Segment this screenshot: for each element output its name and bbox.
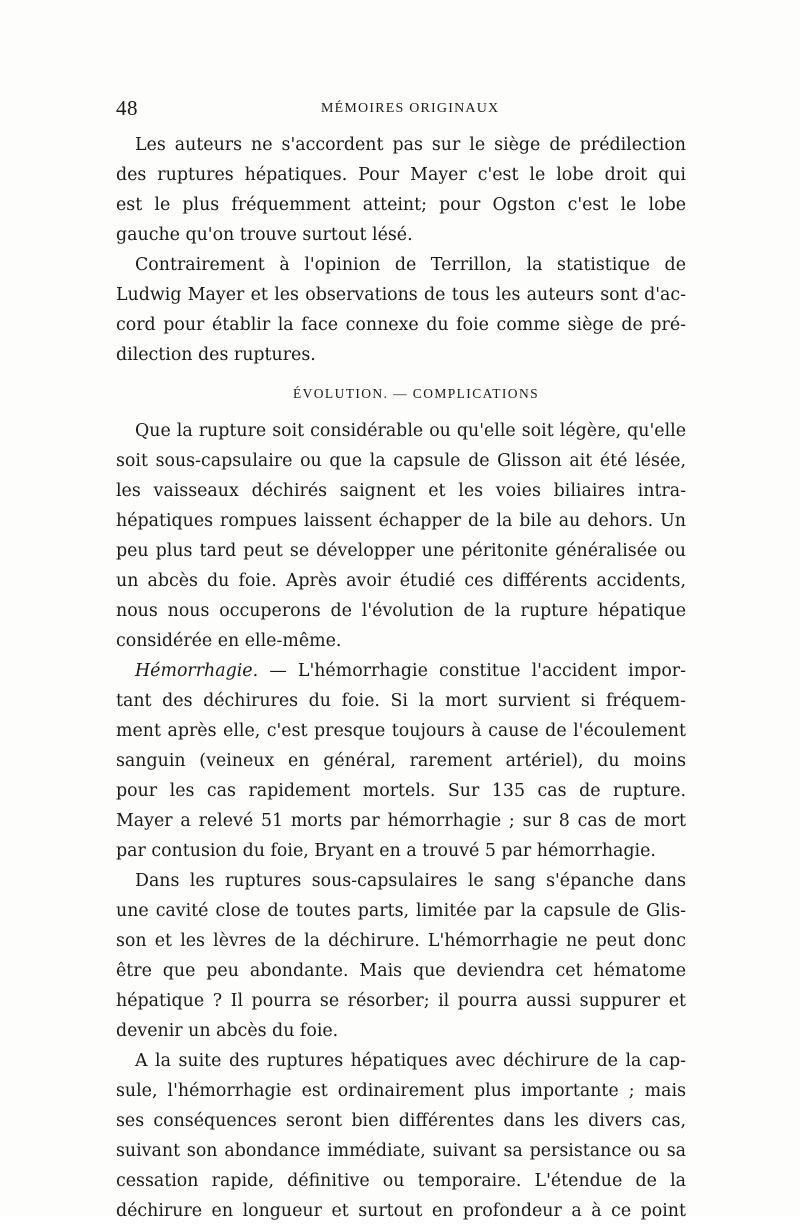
text-line: cord pour établir la face connexe du foie comme siège de pré- (116, 315, 686, 335)
section-heading: ÉVOLUTION. — COMPLICATIONS (292, 386, 540, 401)
text-line: gauche qu'on trouve surtout lésé. (116, 225, 413, 245)
text-line: dilection des ruptures. (116, 345, 316, 365)
paragraph (116, 866, 686, 1046)
text-line: son et les lèvres de la déchirure. L'hémorrhagie ne peut donc (116, 931, 686, 951)
text-line: sule, l'hémorrhagie est ordinairement plus importante ; mais (116, 1081, 686, 1101)
text-fragment: — L'hémorrhagie constitue l'accident impor- (269, 661, 686, 681)
text-line: Contrairement à l'opinion de Terrillon, la statistique de (135, 255, 686, 275)
paragraph (116, 130, 686, 250)
running-title: MÉMOIRES ORIGINAUX (321, 101, 500, 116)
paragraph (116, 1046, 686, 1226)
text-line: nous nous occuperons de l'évolution de la rupture hépatique (116, 601, 686, 621)
text-line (116, 656, 686, 686)
text-line: Que la rupture soit considérable ou qu'elle soit légère, qu'elle (135, 421, 686, 441)
text-line: tant des déchirures du foie. Si la mort survient si fréquem- (116, 691, 686, 711)
text-line: par contusion du foie, Bryant en a trouvé 5 par hémorrhagie. (116, 841, 656, 861)
text-line: déchirure en longueur et surtout en profondeur a à ce point (116, 1201, 686, 1221)
text-line: être que peu abondante. Mais que deviendra cet hématome (116, 961, 686, 981)
text-line: pour les cas rapidement mortels. Sur 135 cas de rupture. (116, 781, 686, 801)
text-line: cessation rapide, définitive ou temporaire. L'étendue de la (116, 1171, 686, 1191)
page-header (116, 96, 686, 126)
text-line: Les auteurs ne s'accordent pas sur le siège de prédilection (135, 135, 686, 155)
text-line: Ludwig Mayer et les observations de tous les auteurs sont d'ac- (116, 285, 686, 305)
paragraph (116, 416, 686, 656)
text-line: ment après elle, c'est presque toujours à cause de l'écoulement (116, 721, 686, 741)
text-line: suivant son abondance immédiate, suivant sa persistance ou sa (116, 1141, 686, 1161)
text-line: soit sous-capsulaire ou que la capsule de Glisson ait été lésée, (116, 451, 686, 471)
text-line: les vaisseaux déchirés saignent et les voies biliaires intra- (116, 481, 686, 501)
text-line: un abcès du foie. Après avoir étudié ces différents accidents, (116, 571, 686, 591)
text-line: ses conséquences seront bien différentes dans les divers cas, (116, 1111, 686, 1131)
paragraph (116, 250, 686, 370)
text-line: des ruptures hépatiques. Pour Mayer c'est le lobe droit qui (116, 165, 686, 185)
text-line: une cavité close de toutes parts, limitée par la capsule de Glis- (116, 901, 686, 921)
text-line: Dans les ruptures sous-capsulaires le sang s'épanche dans (135, 871, 686, 891)
page-number: 48 (116, 96, 138, 120)
text-line: sanguin (veineux en général, rarement artériel), du moins (116, 751, 686, 771)
text-line: Mayer a relevé 51 morts par hémorrhagie ; sur 8 cas de mort (116, 811, 686, 831)
text-line: devenir un abcès du foie. (116, 1021, 339, 1041)
text-line: considérée en elle-même. (116, 631, 342, 651)
text-line: A la suite des ruptures hépatiques avec déchirure de la cap- (135, 1051, 686, 1071)
text-line: hépatiques rompues laissent échapper de la bile au dehors. Un (116, 511, 686, 531)
paragraph-hemorrhagie (116, 656, 686, 866)
text-line: hépatique ? Il pourra se résorber; il pourra aussi suppurer et (116, 991, 686, 1011)
subsection-title: Hémorrhagie. (135, 661, 259, 681)
text-line: est le plus fréquemment atteint; pour Ogston c'est le lobe (116, 195, 686, 215)
page-body (116, 130, 686, 1226)
text-line: peu plus tard peut se développer une péritonite généralisée ou (116, 541, 686, 561)
